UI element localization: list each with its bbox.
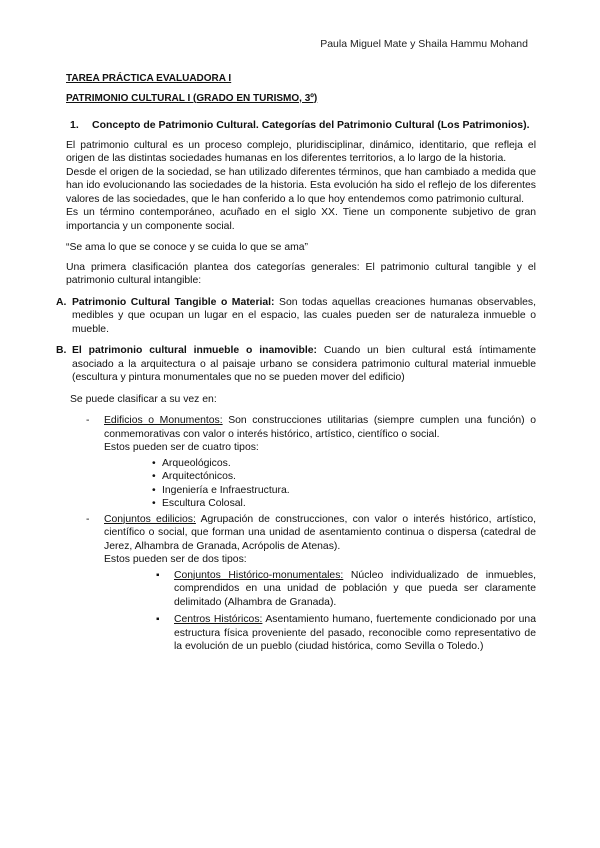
dash-item-conjuntos	[66, 513, 536, 567]
dash-item-conjuntos-text: Agrupación de construcciones, con valor o interés histórico, artístico, científico o social, que forman una unidad de asentamiento continua o dispersa (catedral de Jerez, Alhambra de Granada, Acrópolis de Atenas).	[104, 513, 536, 552]
list-item: • Ingeniería e Infraestructura.	[152, 484, 536, 498]
dash-item-conjuntos-term: Conjuntos edilicios:	[104, 513, 196, 525]
paragraph-4: Una primera clasificación plantea dos categorías generales: El patrimonio cultural tangible y el patrimonio cultural intangible:	[66, 261, 536, 286]
page-header-authors: Paula Miguel Mate y Shaila Hammu Mohand	[320, 38, 528, 50]
category-a-term: Patrimonio Cultural Tangible o Material:	[72, 296, 275, 308]
dash-item-edificios-sub: Estos pueden ser de cuatro tipos:	[104, 442, 259, 453]
dash-item-edificios-text: Son construcciones utilitarias (siempre cumplen una función) o conmemorativas con valor o interés histórico, artístico, científico o social.	[104, 415, 536, 440]
list-item: • Arqueológicos.	[152, 457, 536, 471]
section-heading	[66, 119, 536, 133]
conjuntos-type-text: Asentamiento humano, fuertemente condicionado por una estructura física proveniente del pasado, reconocible como representativo de la evolución de un pueblo (ciudad histórica, como Sevilla o Toledo.)	[174, 614, 536, 652]
conjuntos-types-list	[66, 569, 536, 654]
list-item: • Arquitectónicos.	[152, 470, 536, 484]
dash-item-edificios-term: Edificios o Monumentos:	[104, 415, 223, 426]
paragraph-1: El patrimonio cultural es un proceso complejo, pluridisciplinar, dinámico, identitario, que refleja el origen de las distintas sociedades humanas en los diferentes territorios, a lo largo de la historia.	[66, 139, 536, 164]
classify-line: Se puede clasificar a su vez en:	[70, 393, 217, 405]
conjuntos-type-term: Centros Históricos:	[174, 614, 263, 625]
main-title: TAREA PRÁCTICA EVALUADORA I	[66, 73, 232, 84]
section-number: 1.	[70, 119, 79, 131]
category-a-text: Son todas aquellas creaciones humanas observables, medibles y que ocupan un lugar en el espacio, las cuales pueden ser de naturaleza inmueble o mueble.	[72, 296, 537, 335]
category-b-letter: B.	[56, 345, 67, 356]
subject-title: PATRIMONIO CULTURAL I (GRADO EN TURISMO, 3º)	[66, 92, 318, 104]
category-b-text: Cuando un bien cultural está íntimamente asociado a la arquitectura o al paisaje urbano se considera patrimonio cultural material inmueble (escultura y pintura monumentales que no se pueden mover del edificio)	[72, 345, 536, 383]
paragraph-3: Es un término contemporáneo, acuñado en el siglo XX. Tiene un componente subjetivo de gran importancia y un componente social.	[66, 207, 536, 232]
category-b	[56, 344, 536, 385]
list-item	[174, 613, 536, 654]
category-a	[56, 296, 537, 337]
document-body	[56, 72, 537, 658]
paragraph-2: Desde el origen de la sociedad, se han utilizado diferentes términos, que han cambiado a medida que han ido evolucionando las sociedades de la historia. Esta evolución ha sido el reflejo de los diferentes valores de las sociedades, que le han conferido a lo que hoy entendemos como patrimonio cultural.	[66, 166, 536, 205]
dash-marker: -	[86, 415, 90, 426]
dash-item-conjuntos-sub: Estos pueden ser de dos tipos:	[104, 554, 247, 565]
category-b-term: El patrimonio cultural inmueble o inamovible:	[72, 345, 317, 356]
conjuntos-type-term: Conjuntos Histórico-monumentales:	[174, 569, 344, 581]
section-title: Concepto de Patrimonio Cultural. Categorías del Patrimonio Cultural (Los Patrimonios).	[92, 119, 530, 131]
dash-marker: -	[86, 513, 90, 525]
list-item: • Escultura Colosal.	[152, 497, 536, 511]
monument-types-list	[66, 457, 536, 511]
conjuntos-type-text: Núcleo individualizado de inmuebles, comprendidos en una unidad de población y que pueda ser claramente delimitado (Alhambra de Granada).	[174, 569, 536, 608]
quote: “Se ama lo que se conoce y se cuida lo que se ama”	[66, 242, 309, 253]
dash-item-edificios	[66, 414, 536, 455]
category-a-letter: A.	[56, 296, 67, 308]
list-item	[174, 569, 536, 610]
